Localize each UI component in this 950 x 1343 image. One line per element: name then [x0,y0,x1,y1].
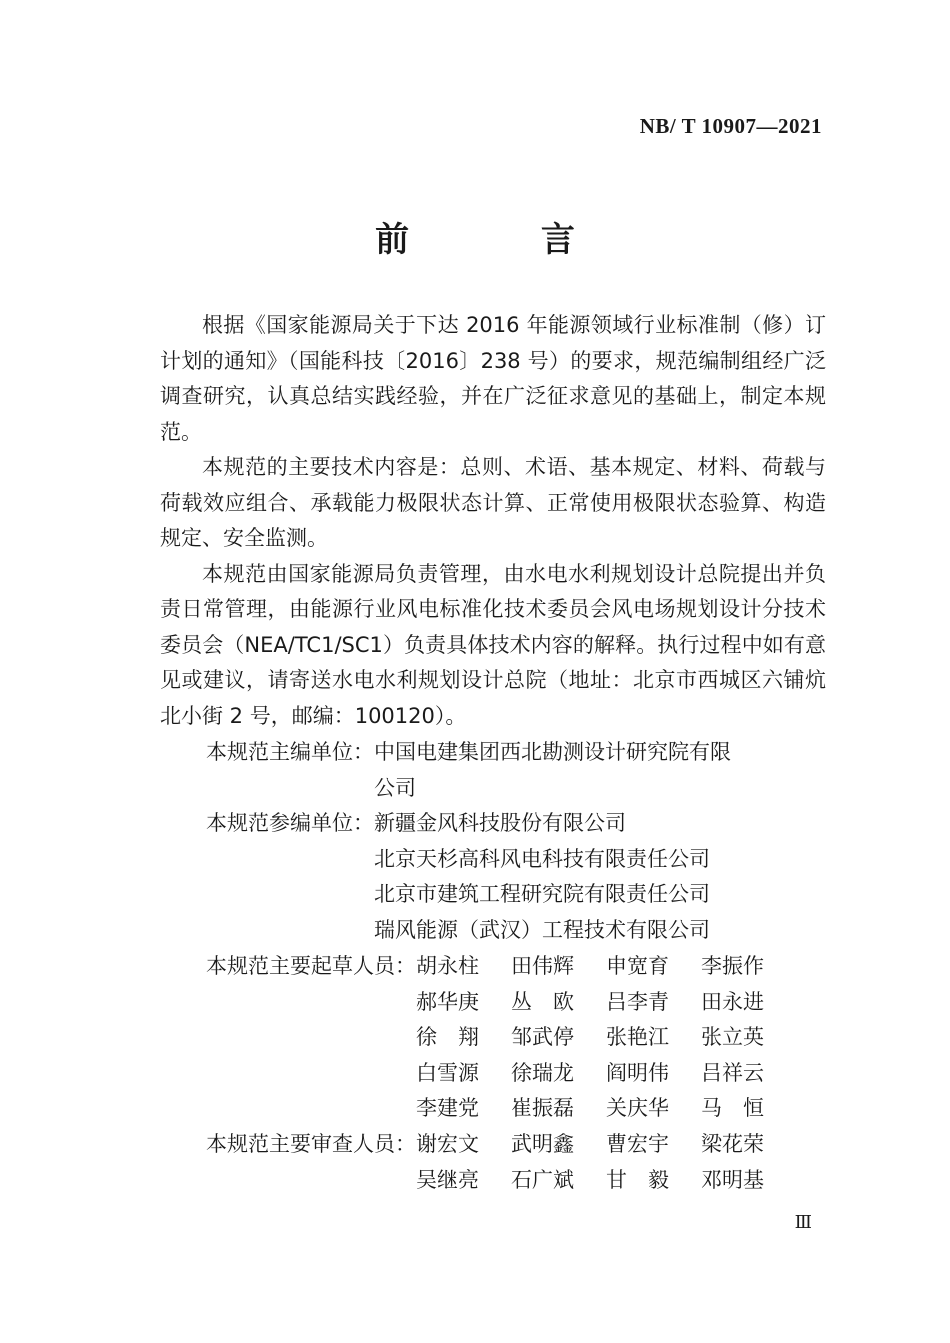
drafter-name: 李建党 [416,1096,479,1120]
drafters-names [416,949,796,1127]
page-number: Ⅲ [794,1212,812,1233]
drafter-name: 田永进 [701,989,764,1014]
drafter-name: 徐瑞龙 [511,1060,574,1085]
drafter-name: 吕李青 [606,989,669,1014]
drafter-name: 马 恒 [701,1096,764,1120]
drafter-name: 关庆华 [606,1096,669,1120]
reviewers-label: 本规范主要审查人员： [206,1132,416,1156]
drafter-name: 吕祥云 [701,1060,764,1085]
preface-paragraph: 根据《国家能源局关于下达 2016 年能源领域行业标准制（修）订计划的通知》（国能科技〔2016〕238 号）的要求，规范编制组经广泛调查研究，认真总结实践经验，并在广泛征求意见的基础上，制定本规范。 [160,313,826,444]
preface-paragraph: 本规范的主要技术内容是：总则、术语、基本规定、材料、荷载与荷载效应组合、承载能力极限状态计算、正常使用极限状态验算、构造规定、安全监测。 [160,455,826,550]
reviewer-name: 石广斌 [511,1167,574,1192]
reviewer-name: 邓明基 [701,1167,764,1192]
drafter-name: 胡永柱 [416,954,479,978]
drafter-name: 白雪源 [416,1060,479,1085]
drafter-name: 郝华庚 [416,989,479,1014]
reviewer-name: 武明鑫 [511,1132,574,1156]
preface-body [160,308,826,734]
drafter-name: 阎明伟 [606,1060,669,1085]
page-title: 前 言 [375,220,635,260]
drafter-name: 张立英 [701,1025,764,1049]
drafter-name: 张艳江 [606,1025,669,1049]
reviewer-name: 谢宏文 [416,1132,479,1156]
drafter-name: 申宽育 [606,954,669,978]
preface-paragraph: 本规范由国家能源局负责管理，由水电水利规划设计总院提出并负责日常管理，由能源行业风电标准化技术委员会风电场规划设计分技术委员会（NEA/TC1/SC1）负责具体技术内容的解释。执行过程中如有意见或建议，请寄送水电水利规划设计总院（地址：北京市西城区六铺炕北小街 2 号，邮编：100120）。 [160,561,826,728]
drafter-name: 田伟辉 [511,954,574,978]
chief-unit-name: 中国电建集团西北勘测设计研究院有限 [374,740,731,764]
drafter-name: 邹武停 [511,1025,574,1049]
participating-units-block [206,806,710,948]
chief-unit-block [206,735,731,806]
participating-units-label: 本规范参编单位： [206,811,374,835]
reviewers-block [206,1127,796,1198]
drafters-block [206,949,796,1127]
drafters-label: 本规范主要起草人员： [206,954,416,978]
reviewers-names [416,1127,796,1198]
reviewer-name: 甘 毅 [606,1167,669,1192]
participating-unit: 北京天杉高科风电科技有限责任公司 [374,846,710,871]
drafter-name: 丛 欧 [511,989,574,1014]
drafter-name: 崔振磊 [511,1096,574,1120]
drafter-name: 李振作 [701,954,764,978]
chief-unit-name-cont: 公司 [374,775,416,800]
participating-unit: 北京市建筑工程研究院有限责任公司 [374,882,710,906]
participating-unit: 瑞风能源（武汉）工程技术有限公司 [374,917,710,942]
participating-unit: 新疆金风科技股份有限公司 [374,811,626,835]
reviewer-name: 曹宏宇 [606,1132,669,1156]
reviewer-name: 梁花荣 [701,1132,764,1156]
standard-code: NB/ T 10907—2021 [639,114,822,138]
chief-unit-label: 本规范主编单位： [206,740,374,764]
reviewer-name: 吴继亮 [416,1167,479,1192]
drafter-name: 徐 翔 [416,1025,479,1049]
